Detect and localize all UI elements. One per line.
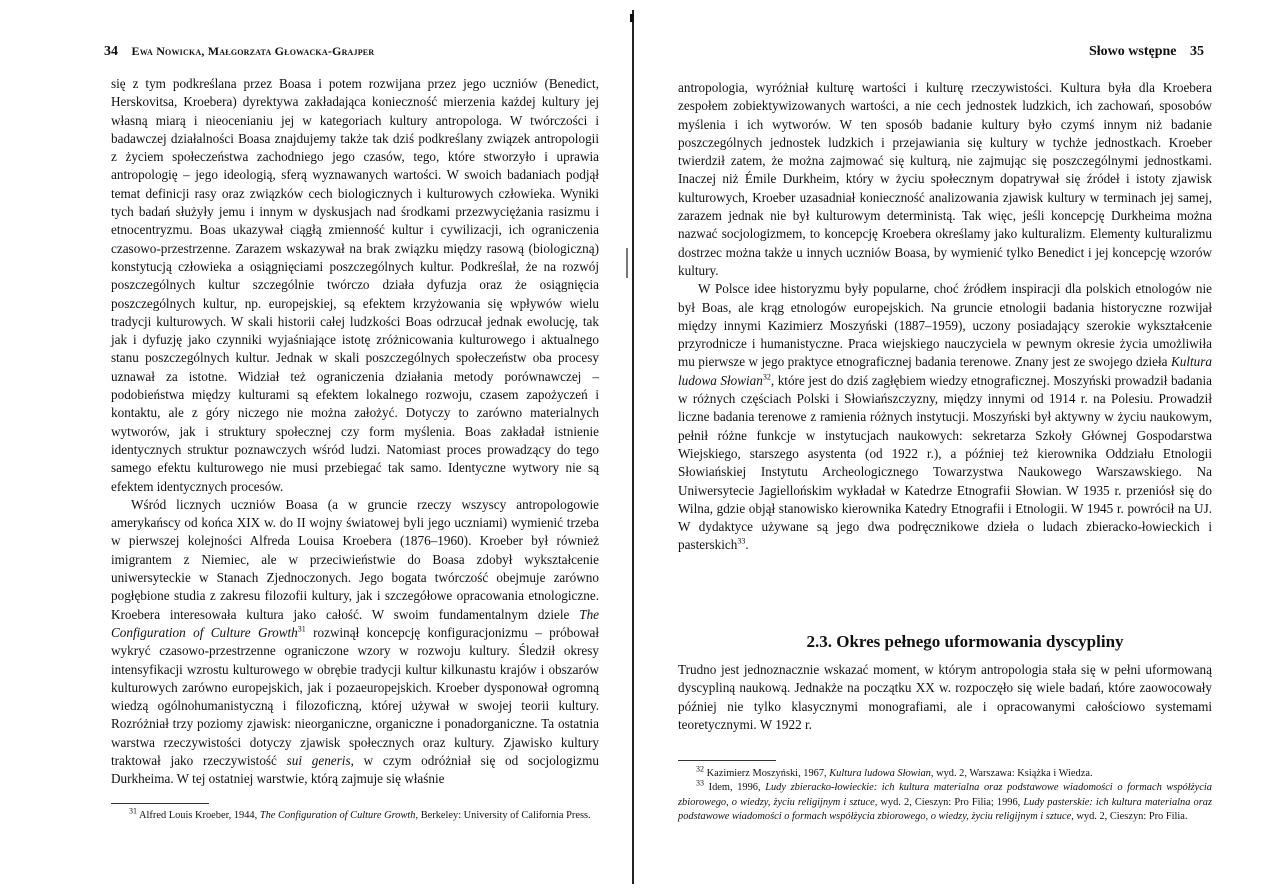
text-run: , w czym odróżniał się od socjologizmu Durkheima. W tej ostatniej warstwie, którą zajmuje się właśnie	[111, 752, 600, 787]
footnote	[678, 778, 1212, 824]
footnotes	[678, 764, 1212, 824]
footnote-text: Kazimierz Moszyński, 1967,	[704, 768, 830, 779]
paragraph: Trudno jest jednoznacznie wskazać moment, w którym antropologia stała się w pełni uformowaną dyscypliną naukową. Jednakże na początku XX w. rozpoczęło się wiele badań, które zaowocowały później nie tylko klasycznymi monografiami, ale i opracowanymi całościowo systemami teoretycznymi. W 1922 r.	[678, 662, 1212, 732]
book-title: The Configuration of Culture Growth	[111, 606, 600, 640]
footnote-title: Ludy pasterskie: ich kultura materialna oraz podstawowe wiadomości o formach współżycia zbiorowego, o wiedzy, życiu religijnym i sztuce	[678, 796, 1212, 822]
footnote-title: The Configuration of Culture Growth	[259, 810, 416, 821]
footnote	[111, 806, 599, 823]
paragraph: antropologia, wyróżniał kulturę wartości i kulturę rzeczywistości. Kultura była dla Kroebera zespołem zobiektywizowanych wartości, a nie cech jednostek ludzkich, ich zachowań, sposobów myślenia i ich wytworów. W ten sposób badanie kultury było czymś innym niż badanie poszczególnych jednostek ludzkich i przejawiania się kultury w tychże jednostkach. Kroeber twierdził zatem, że można zajmować się kulturą, nie zajmując się poszczególnymi jednostkami. Inaczej niż Émile Durkheim, który w życiu społecznym dopatrywał się źródeł i istoty zjawisk kulturowych, Kroeber uzasadniał konieczność analizowania zjawisk kultury w terminach jej samej, zarazem jednak nie był kulturowym deterministą. Tak więc, jeśli koncepcję Durkheima można nazwać socjologizmem, to koncepcję Kroebera określamy jako kulturalizm. Elementy kulturalizmu dostrzec można także u innych uczniów Boasa, by wymienić tylko Benedict i jej koncepcję wzorów kultury.	[678, 80, 1212, 278]
paragraph: się z tym podkreślana przez Boasa i potem rozwijana przez jego uczniów (Benedict, Herskovitsa, Kroebera) dyrektywa zakładająca konieczność mierzenia każdej kultury jej własną miarą i nieocenianiu jej w kategoriach kultury antropologa. W twórczości i badawczej działalności Boasa znajdujemy także tak dziś podkreślany związek antropologii z życiem społeczeństwa zachodniego jego czasów, tego, które stworzyło i uprawia antropologię – jego ideologią, sferą wyznawanych wartości. W swoich badaniach podjął temat definicji rasy oraz związków cech biologicznych i kulturowych człowieka. Wyniki tych badań służyły jemu i innym w dyskusjach nad środkami przezwyciężania rasizmu i etnocentryzmu. Boas ukazywał ciągłą zmienność kultur i cywilizacji, ich ograniczenia czasowo-przestrzenne. Zarazem wskazywał na brak związku między rasową (biologiczną) konstytucją człowieka a osiągnięciami poszczególnych kultur. Podkreślał, że na rozwój poszczególnych kultur szczególnie twórczo działa dyfuzja oraz że osiągnięcia poszczególnych kultur, np. europejskiej, są efektem krzyżowania się wpływów wielu tradycji kulturowych. W skali historii całej ludzkości Boas odrzucał jednak ewolucję, tak jak i dyfuzję jako czynniki wyjaśniające istotę zróżnicowania kulturowego i aktualnego stanu poszczególnych kultur. Jednak w skali poszczególnych społeczeństw oba procesy uznawał za istotne. Widział też ograniczenia działania metody porównawczej – podobieństwa między kulturami są efektem lokalnego rozwoju, czasem zapożyczeń i kontaktu, ale z góry niczego nie można założyć. Dotyczy to zarówno materialnych wytworów, jak i struktury społecznej czy form myślenia. Boas zakładał istnienie identycznych struktur poznawczych wśród ludzi. Natomiast proces prowadzący do tego samego efektu kulturowego nie musi przebiegać tak samo. Identyczne wytwory nie są efektem identycznych procesów.	[111, 76, 599, 494]
footnote-ref[interactable]: 31	[297, 624, 306, 634]
section-body	[678, 661, 1212, 734]
footnote-rule	[678, 760, 776, 761]
running-head	[104, 44, 374, 60]
page-number: 35	[1190, 44, 1204, 59]
footnote-ref[interactable]: 33	[737, 537, 746, 547]
footnote-rule	[111, 803, 209, 804]
footnote-text: , wyd. 2, Cieszyn: Pro Filia.	[1071, 810, 1188, 822]
footnote-ref[interactable]: 32	[762, 372, 771, 382]
footnote-text: Alfred Louis Kroeber, 1944,	[137, 810, 260, 821]
page-number: 34	[104, 44, 118, 59]
footnote-number: 33	[696, 778, 704, 788]
running-head	[1089, 44, 1204, 60]
left-page	[0, 0, 630, 894]
text-run: , które jest do dziś zagłębiem wiedzy etnograficznej. Moszyński prowadził badania w różnych częściach Polski i Słowiańszczyzny, między innymi od 1914 r. na Polesiu. Prowadził liczne badania terenowe z ramienia różnych instytucji. Moszyński był aktywny w życiu naukowym, pełnił różne funkcje w instytucjach naukowych: sekretarza Szkoły Głównej Gospodarstwa Wiejskiego, starszego asystenta (od 1922 r.), a później też kierownika Oddziału Etnologii Słowiańskiej Instytutu Archeologicznego Towarzystwa Naukowego Warszawskiego. Na Uniwersytecie Jagiellońskim wykładał w Katedrze Etnografii Słowian. W 1935 r. przeniósł się do Wilna, gdzie objął stanowisko kierownika Katedry Etnografii i Etnologii. W 1945 r. powrócił na UJ. W dydaktyce używane są jego dwa podręcznikowe dzieła o ludach zbieracko-łowieckich i pasterskich	[678, 372, 1212, 553]
footnote-title: Kultura ludowa Słowian	[829, 768, 931, 779]
footnote-number: 31	[129, 806, 137, 816]
text-run: .	[745, 537, 749, 553]
footnote-text: , wyd. 2, Cieszyn: Pro Filia; 1996,	[874, 796, 1024, 808]
text-run: rozwinął koncepcję konfiguracjonizmu – próbował wykryć czasowo-przestrzenne ograniczone wzory w rozwoju kultury. Śledził okresy intensyfikacji wzrostu kulturowego w obrębie tradycji kultur kilkunastu krajów i obszarów kulturowych zarówno europejskich, jak i pozaeuropejskich. Kroeber dysponował ogromną wiedzą ogólnohumanistyczną i filozoficzną, której używał w swojej teorii kultury. Rozróżniał trzy poziomy zjawisk: nieorganiczne, organiczne i ponadorganiczne. Ta ostatnia warstwa rzeczywistości dotyczy zjawisk społecznych oraz kultury. Zjawisko kultury traktował jako rzeczywistość	[111, 624, 599, 768]
paragraph	[678, 280, 1212, 554]
footnote	[678, 764, 1212, 781]
paragraph	[111, 496, 599, 789]
book-spine	[632, 10, 634, 884]
footnote-title: Ludy zbieracko-łowieckie: ich kultura materialna oraz podstawowe wiadomości o formach współżycia zbiorowego, o wiedzy, życiu religijnym i sztuce	[678, 782, 1212, 808]
spine-mark	[630, 14, 634, 22]
chapter-title: Słowo wstępne	[1088, 44, 1177, 59]
text-run: Wśród licznych uczniów Boasa (a w gruncie rzeczy wszyscy antropologowie amerykańscy od końca XIX w. do II wojny światowej byli jego uczniami) wymienić trzeba w pierwszej kolejności Alfreda Louisa Kroebera (1876–1960). Kroeber był również imigrantem z Niemiec, ale w przeciwieństwie do Boasa zdobył wykształcenie uniwersyteckie w Stanach Zjednoczonych. Jego bogata twórczość obejmuje zarówno pogłębione studia z zakresu filozofii kultury, jak i szczegółowe opracowania etnologiczne. Kroebera interesowała kultura jako całość. W swoim fundamentalnym dziele	[111, 496, 599, 622]
footnote-text: Idem, 1996,	[704, 782, 766, 794]
footnote-text: , wyd. 2, Warszawa: Książka i Wiedza.	[930, 768, 1093, 779]
text-run: W Polsce idee historyzmu były popularne, choć źródłem inspiracji dla polskich etnologów nie był Boas, ale krąg etnologów europejskich. Na gruncie etnologii badania historyczne rozwijał między innymi Kazimierz Moszyński (1887–1959), uczony posiadający szerokie wykształcenie przyrodnicze i humanistyczne. Praca wiejskiego nauczyciela w pewnym okresie życia umożliwiła mu pierwsze w jego praktyce etnograficznej badania terenowe. Znany jest ze swojego dzieła	[678, 281, 1212, 370]
body-text	[678, 79, 1212, 555]
footnote-text: , Berkeley: University of California Press.	[415, 810, 591, 821]
footnote-number: 32	[696, 764, 704, 774]
body-text	[111, 75, 599, 789]
right-page	[638, 0, 1262, 894]
italic-term: sui generis	[286, 752, 351, 768]
section-heading: 2.3. Okres pełnego uformowania dyscypliny	[806, 632, 1124, 651]
author-names: Ewa Nowicka, Małgorzata Głowacka-Grajper	[131, 44, 375, 58]
footnotes	[111, 806, 599, 823]
book-title: Kultura ludowa Słowian	[678, 354, 1212, 388]
